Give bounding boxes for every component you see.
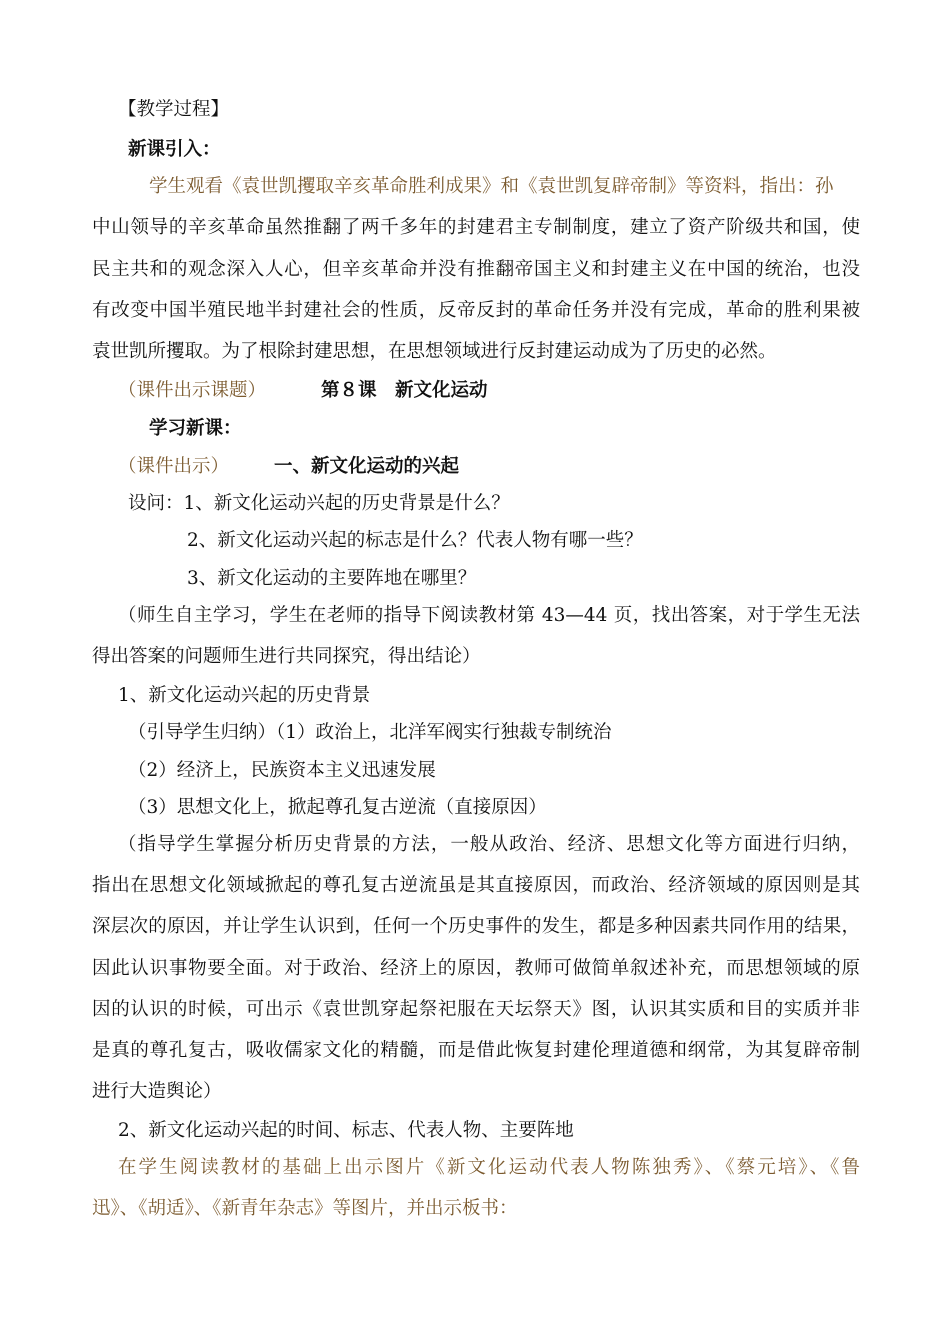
self-study-line-1: （师生自主学习，学生在老师的指导下阅读教材第 43—44 页，找出答案，对于学生无法 — [118, 605, 860, 626]
question-2: 2、新文化运动兴起的标志是什么？代表人物有哪一些？ — [187, 530, 643, 551]
point2-title: 2、新文化运动兴起的时间、标志、代表人物、主要阵地 — [118, 1120, 574, 1141]
intro-line-5: 袁世凯所攫取。为了根除封建思想，在思想领域进行反封建运动成为了历史的必然。 — [92, 341, 777, 362]
lesson-title: 第８课 新文化运动 — [321, 380, 488, 401]
intro-line-3: 民主共和的观念深入人心，但辛亥革命并没有推翻帝国主义和封建主义在中国的统治，也没 — [92, 259, 860, 280]
question-1: 设问：1、新文化运动兴起的历史背景是什么？ — [128, 493, 510, 514]
guidance-line-6: 是真的尊孔复古，吸收儒家文化的精髓，而是借此恢复封建伦理道德和纲常，为其复辟帝制 — [92, 1040, 860, 1061]
intro-line-1: 学生观看《袁世凯攫取辛亥革命胜利成果》和《袁世凯复辟帝制》等资料，指出：孙 — [149, 176, 834, 197]
section1-title: 一、新文化运动的兴起 — [274, 456, 460, 477]
point1-title: 1、新文化运动兴起的历史背景 — [118, 685, 371, 706]
question-3: 3、新文化运动的主要阵地在哪里？ — [187, 568, 477, 589]
guidance-line-7: 进行大造舆论） — [92, 1081, 222, 1102]
guidance-line-5: 因的认识的时候，可出示《袁世凯穿起祭祀服在天坛祭天》图，认识其实质和目的实质并非 — [92, 999, 860, 1020]
guidance-line-2: 指出在思想文化领域掀起的尊孔复古逆流虽是其直接原因，而政治、经济领域的原因则是其 — [92, 875, 860, 896]
guidance-line-4: 因此认识事物要全面。对于政治、经济上的原因，教师可做简单叙述补充，而思想领域的原 — [92, 958, 860, 979]
point1-item-2: （2）经济上，民族资本主义迅速发展 — [128, 760, 436, 781]
section1-prefix: （课件出示） — [118, 456, 230, 477]
intro-line-4: 有改变中国半殖民地半封建社会的性质，反帝反封的革命任务并没有完成，革命的胜利果被 — [92, 300, 860, 321]
self-study-line-2: 得出答案的问题师生进行共同探究，得出结论） — [92, 646, 481, 667]
point1-item-3: （3）思想文化上，掀起尊孔复古逆流（直接原因） — [128, 797, 547, 818]
point1-item-1: （引导学生归纳）（1）政治上，北洋军阀实行独裁专制统治 — [128, 722, 612, 743]
guidance-line-3: 深层次的原因，并让学生认识到，任何一个历史事件的发生，都是多种因素共同作用的结果， — [92, 916, 860, 937]
intro-title: 新课引入： — [128, 139, 221, 160]
intro-line-2: 中山领导的辛亥革命虽然推翻了两千多年的封建君主专制制度，建立了资产阶级共和国，使 — [92, 217, 860, 238]
study-title: 学习新课： — [149, 418, 242, 439]
lesson-prefix: （课件出示课题） — [118, 380, 267, 401]
point2-line-2: 迅》、《胡适》、《新青年杂志》等图片，并出示板书： — [92, 1198, 518, 1219]
point2-line-1: 在学生阅读教材的基础上出示图片《新文化运动代表人物陈独秀》、《蔡元培》、《鲁 — [118, 1157, 860, 1178]
section-heading: 【教学过程】 — [118, 99, 230, 120]
guidance-line-1: （指导学生掌握分析历史背景的方法，一般从政治、经济、思想文化等方面进行归纳， — [118, 834, 860, 855]
